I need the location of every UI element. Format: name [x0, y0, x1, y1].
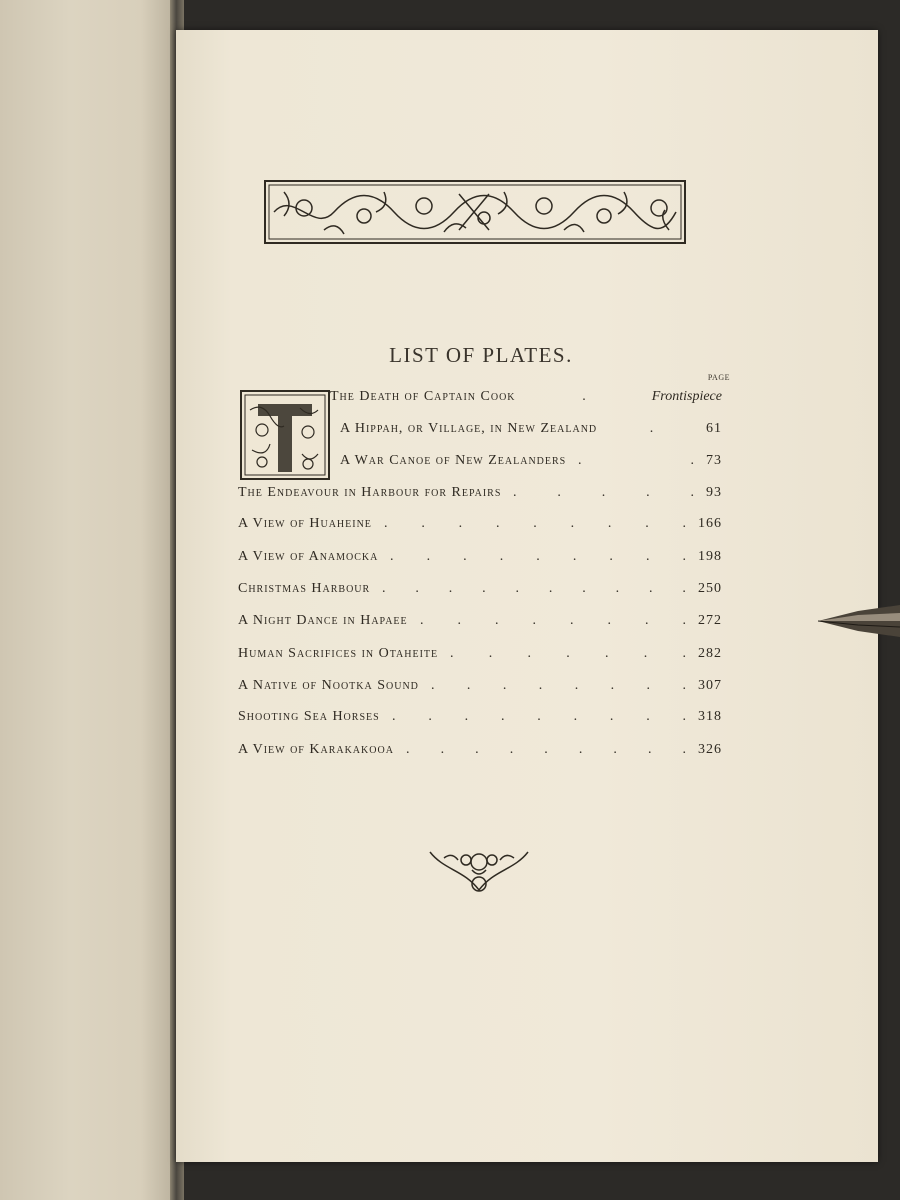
ornamental-headband [264, 180, 686, 244]
dot-leader: . . . . . [513, 485, 694, 500]
plate-entry [238, 516, 722, 538]
dot-leader: . . . . . . . . . . [382, 581, 686, 596]
plate-title: A View of Huaheine [238, 516, 372, 531]
plate-entry [238, 709, 722, 731]
plate-title: A Night Dance in Hapaee [238, 613, 408, 628]
dot-leader: . . . . . . . . . [384, 516, 686, 531]
dot-leader: . . . . . . . . . [392, 709, 686, 724]
dot-leader: . . [578, 453, 694, 468]
plate-page-number: 61 [706, 421, 722, 436]
plate-entry [330, 389, 722, 411]
plate-title: A War Canoe of New Zealanders [340, 453, 567, 468]
pen-tip [818, 605, 900, 637]
page-column-label: PAGE [707, 373, 730, 382]
left-page [0, 0, 176, 1200]
decorative-initial-letter [240, 390, 330, 480]
dot-leader: . . . . . . . . [431, 678, 686, 693]
tailpiece-ornament [424, 840, 534, 896]
plate-entry [238, 549, 722, 571]
plate-title: A View of Karakakooa [238, 742, 394, 757]
plate-page-number: 326 [698, 742, 722, 757]
plate-entry [238, 678, 722, 700]
plate-entry [238, 613, 722, 635]
plate-entry [238, 581, 722, 603]
plate-title: Christmas Harbour [238, 581, 371, 596]
plate-title: A Hippah, or Village, in New Zealand [340, 421, 598, 436]
plate-page-number: 307 [698, 678, 722, 693]
plate-entry [238, 742, 722, 764]
plate-page-number: 198 [698, 549, 722, 564]
plate-page-number: 93 [706, 485, 722, 500]
plate-entry [340, 421, 722, 443]
dot-leader: . [649, 421, 654, 436]
plate-title: Shooting Sea Horses [238, 709, 380, 724]
plate-page-number: 73 [706, 453, 722, 468]
plate-entry [238, 485, 722, 507]
plate-page-number: 250 [698, 581, 722, 596]
plate-title: A Native of Nootka Sound [238, 678, 419, 693]
page-title: LIST OF PLATES. [389, 343, 573, 367]
plate-page-number: 272 [698, 613, 722, 628]
dot-leader: . . . . . . . . . [406, 742, 686, 757]
plate-entry [238, 646, 722, 668]
dot-leader: . [582, 389, 586, 404]
plate-entry [340, 453, 722, 475]
plate-title: A View of Anamocka [238, 549, 379, 564]
plate-page-number: 166 [698, 516, 722, 531]
plate-page-number: Frontispiece [651, 389, 722, 404]
dot-leader: . . . . . . . . [420, 613, 686, 628]
plate-title: The Endeavour in Harbour for Repairs [238, 485, 502, 500]
plate-title: Human Sacrifices in Otaheite [238, 646, 439, 661]
plate-title: The Death of Captain Cook [330, 389, 516, 404]
dot-leader: . . . . . . . [450, 646, 686, 661]
plate-page-number: 282 [698, 646, 722, 661]
dot-leader: . . . . . . . . . [390, 549, 686, 564]
plate-page-number: 318 [698, 709, 722, 724]
